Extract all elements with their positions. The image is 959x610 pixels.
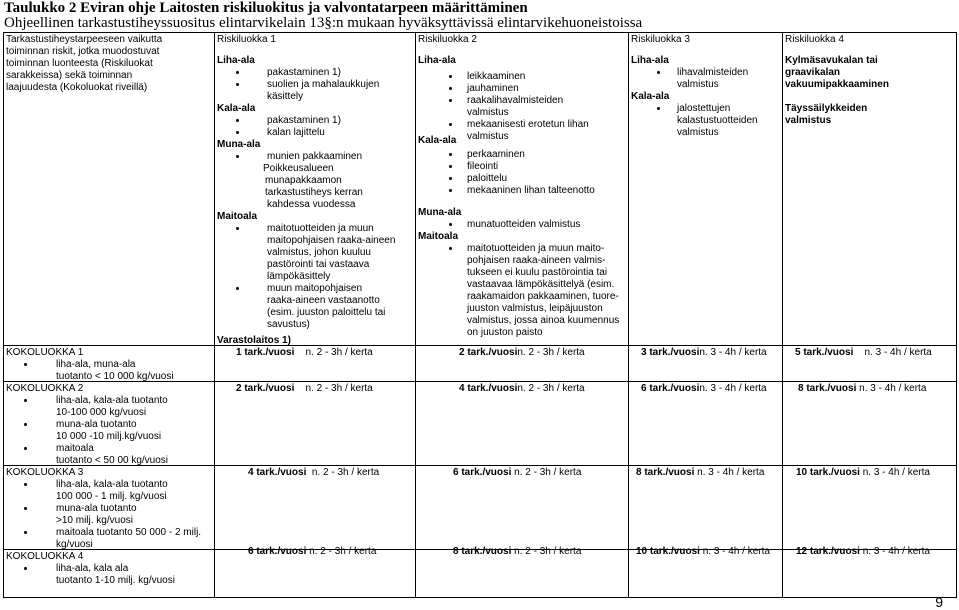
page-number: 9 <box>935 594 943 610</box>
rk2-maito-item: juuston valmistus, leipäjuuston <box>467 303 603 314</box>
rk1-maito-item: pastörointi tai vastaava <box>267 259 370 270</box>
bullet-icon <box>449 223 452 226</box>
bullet-icon <box>24 363 27 366</box>
rate-frequency: 8 tark./vuosi <box>636 467 695 478</box>
bullet-icon <box>24 483 27 486</box>
rate-frequency: 2 tark./vuosi <box>459 347 518 358</box>
kokoluokka-line: liha-ala, kala-ala tuotanto <box>56 395 168 406</box>
rate-duration: n. 2 - 3h / kerta <box>517 383 585 394</box>
rk2-liha-item: jauhaminen <box>467 83 519 94</box>
rk2-maito-heading: Maitoala <box>418 231 459 242</box>
kokoluokka-2-title: KOKOLUOKKA 2 <box>6 383 84 394</box>
bullet-icon <box>24 423 27 426</box>
rate-duration: n. 2 - 3h / kerta <box>311 467 380 478</box>
rate-frequency: 6 tark./vuosi <box>453 467 512 478</box>
rate-cell <box>641 383 767 395</box>
kokoluokka-line: tuotanto 1-10 milj. kg/vuosi <box>56 575 175 586</box>
rate-frequency: 1 tark./vuosi <box>236 347 295 358</box>
rk1-maito-item: valmistus, johon kuuluu <box>267 247 371 258</box>
bullet-icon <box>236 155 239 158</box>
bullet-icon <box>449 165 452 168</box>
rate-frequency: 4 tark./vuosi <box>459 383 518 394</box>
rk1-muna-item: munapakkaamon <box>265 175 342 186</box>
rk2-muna-item: munatuotteiden valmistus <box>467 219 581 230</box>
rate-frequency: 6 tark./vuosi <box>248 546 307 557</box>
rk2-liha-item: mekaanisesti erotetun lihan <box>467 119 589 130</box>
rk2-liha-item: valmistus <box>467 107 509 118</box>
rk2-kala-heading: Kala-ala <box>418 135 457 146</box>
kokoluokka-line: maitoala tuotanto 50 000 - 2 milj. <box>56 527 202 538</box>
table-rule <box>3 381 957 382</box>
corner-line: laajuudesta (Kokoluokat riveillä) <box>6 82 148 93</box>
bullet-icon <box>24 507 27 510</box>
rk2-maito-item: valmistus, jossa ainoa kuumennus <box>467 315 620 326</box>
rate-duration: n. 3 - 4h / kerta <box>699 383 767 394</box>
rk1-kala-item: kalan lajittelu <box>267 127 325 138</box>
rate-duration: n. 2 - 3h / kerta <box>305 383 373 394</box>
rk1-kala-heading: Kala-ala <box>217 103 256 114</box>
rk1-maito-heading: Maitoala <box>217 211 258 222</box>
table-rule <box>214 33 215 597</box>
kokoluokka-1-title: KOKOLUOKKA 1 <box>6 347 84 358</box>
table-rule <box>3 33 4 597</box>
rk2-liha-item: valmistus <box>467 131 509 142</box>
rk3-kala-item: kalastustuotteiden <box>677 115 758 126</box>
table-rule <box>415 33 416 597</box>
rate-duration: n. 3 - 4h / kerta <box>702 546 770 557</box>
bullet-icon <box>236 131 239 134</box>
bullet-icon <box>24 447 27 450</box>
bullet-icon <box>449 87 452 90</box>
rk3-liha-item: lihavalmisteiden <box>677 67 749 78</box>
corner-description <box>6 34 211 94</box>
risk-table <box>3 32 957 598</box>
rate-duration: n. 3 - 4h / kerta <box>859 383 927 394</box>
rate-cell <box>636 467 764 479</box>
bullet-icon <box>449 99 452 102</box>
bullet-icon <box>236 287 239 290</box>
rk4-line: vakuumipakkaaminen <box>785 79 889 90</box>
header-riskiluokka-3: Riskiluokka 3 <box>631 34 690 45</box>
rk2-maito-item: tukseen ei kuulu pastörointia tai <box>467 267 608 278</box>
rate-cell <box>236 347 373 359</box>
rk4-line: graavikalan <box>785 67 841 78</box>
rk1-maito-item: raaka-aineen vastaanotto <box>267 295 380 306</box>
kokoluokka-line: >10 milj. kg/vuosi <box>56 515 133 526</box>
rk2-maito-item: on juuston paisto <box>467 327 543 338</box>
rate-duration: n. 3 - 4h / kerta <box>862 467 930 478</box>
bullet-icon <box>236 83 239 86</box>
corner-line: toiminnan riskit, jotka muodostuvat <box>6 46 160 57</box>
rate-frequency: 10 tark./vuosi <box>796 467 860 478</box>
kokoluokka-line: muna-ala tuotanto <box>56 419 137 430</box>
rk1-liha-item: pakastaminen 1) <box>267 67 341 78</box>
rk2-kala-item: perkaaminen <box>467 149 525 160</box>
rate-frequency: 10 tark./vuosi <box>636 546 700 557</box>
rk2-maito-item: raakamaidon pakkaaminen, tuore- <box>467 291 619 302</box>
rate-cell <box>641 347 767 359</box>
bullet-icon <box>24 399 27 402</box>
kokoluokka-line: tuotanto < 50 00 kg/vuosi <box>56 455 169 466</box>
rate-cell <box>798 383 926 395</box>
rate-cell <box>248 467 379 479</box>
rate-frequency: 12 tark./vuosi <box>796 546 860 557</box>
rk2-maito-item: vastaavaa lämpökäsittelyä (esim. <box>467 279 615 290</box>
rk2-maito-item: maitotuotteiden ja muun maito- <box>467 243 605 254</box>
rk3-kala-item: jalostettujen <box>677 103 731 114</box>
bullet-icon <box>236 119 239 122</box>
rate-cell <box>636 546 770 558</box>
rate-duration: n. 2 - 3h / kerta <box>514 546 582 557</box>
table-rule <box>956 33 957 597</box>
rk1-liha-item: suolien ja mahalaukkujen <box>267 79 380 90</box>
rk2-muna-heading: Muna-ala <box>418 207 462 218</box>
rate-cell <box>459 347 585 359</box>
rk1-liha-heading: Liha-ala <box>217 55 255 66</box>
bullet-icon <box>236 71 239 74</box>
rate-cell <box>459 383 585 395</box>
rk1-kala-item: pakastaminen 1) <box>267 115 341 126</box>
rate-cell <box>453 467 581 479</box>
rk1-muna-item: Poikkeusalueen <box>263 163 334 174</box>
kokoluokka-line: 100 000 - 1 milj. kg/vuosi <box>56 491 167 502</box>
bullet-icon <box>657 71 660 74</box>
rk3-liha-heading: Liha-ala <box>631 55 669 66</box>
rate-cell <box>453 546 581 558</box>
bullet-icon <box>449 153 452 156</box>
rk3-liha-item: valmistus <box>677 79 719 90</box>
table-title: Taulukko 2 Eviran ohje Laitosten riskiluokitus ja valvontatarpeen määrittäminen <box>4 0 528 16</box>
rate-cell <box>236 383 373 395</box>
bullet-icon <box>449 123 452 126</box>
rate-cell <box>795 347 932 359</box>
rk2-kala-item: fileointi <box>467 161 499 172</box>
bullet-icon <box>24 567 27 570</box>
rate-frequency: 6 tark./vuosi <box>641 383 700 394</box>
table-rule <box>3 465 957 466</box>
rk2-maito-item: pohjaisen raaka-aineen valmis- <box>467 255 606 266</box>
bullet-icon <box>449 189 452 192</box>
rk2-kala-item: paloittelu <box>467 173 508 184</box>
rk4-line: Täyssäilykkeiden <box>785 103 868 114</box>
rk1-liha-item: käsittely <box>267 91 304 102</box>
rk2-liha-item: raakalihavalmisteiden <box>467 95 564 106</box>
table-subtitle: Ohjeellinen tarkastustiheyssuositus elintarvikelain 13§:n mukaan hyväksyttävissä elintarvikehuoneistoissa <box>4 15 643 31</box>
bullet-icon <box>24 531 27 534</box>
rate-duration: n. 2 - 3h / kerta <box>309 546 377 557</box>
rate-cell <box>796 467 930 479</box>
bullet-icon <box>449 247 452 250</box>
kokoluokka-3-title: KOKOLUOKKA 3 <box>6 467 84 478</box>
table-rule <box>628 33 629 597</box>
rk1-muna-item: tarkastustiheys kerran <box>265 187 363 198</box>
header-riskiluokka-1: Riskiluokka 1 <box>217 34 276 45</box>
kokoluokka-4-title: KOKOLUOKKA 4 <box>6 551 84 562</box>
rate-frequency: 3 tark./vuosi <box>641 347 700 358</box>
header-riskiluokka-2: Riskiluokka 2 <box>418 34 477 45</box>
rk1-maito-item: maitopohjaisen raaka-aineen <box>267 235 396 246</box>
table-rule <box>782 33 783 597</box>
bullet-icon <box>449 177 452 180</box>
kokoluokka-line: liha-ala, kala ala <box>56 563 129 574</box>
rk1-maito-item: muun maitopohjaisen <box>267 283 363 294</box>
kokoluokka-line: liha-ala, kala-ala tuotanto <box>56 479 168 490</box>
rate-frequency: 2 tark./vuosi <box>236 383 295 394</box>
table-rule <box>3 345 957 346</box>
bullet-icon <box>657 107 660 110</box>
rk1-maito-item: lämpökäsittely <box>267 271 331 282</box>
rate-frequency: 4 tark./vuosi <box>248 467 307 478</box>
rate-cell <box>796 546 930 558</box>
rk2-kala-item: mekaaninen lihan talteenotto <box>467 185 595 196</box>
kokoluokka-line: 10-100 000 kg/vuosi <box>56 407 147 418</box>
rate-frequency: 8 tark./vuosi <box>453 546 512 557</box>
rk1-maito-item: (esim. juuston paloittelu tai <box>267 307 386 318</box>
corner-line: toiminnan luonteesta (Riskiluokat <box>6 58 153 69</box>
kokoluokka-line: kg/vuosi <box>56 539 93 550</box>
rk1-maito-item: maitotuotteiden ja muun <box>267 223 374 234</box>
rate-duration: n. 2 - 3h / kerta <box>305 347 373 358</box>
rate-duration: n. 3 - 4h / kerta <box>697 467 765 478</box>
corner-line: sarakkeissa) sekä toiminnan <box>6 70 133 81</box>
corner-line: Tarkastustiheystarpeeseen vaikutta <box>6 34 163 45</box>
kokoluokka-line: 10 000 -10 milj.kg/vuosi <box>56 431 162 442</box>
rate-duration: n. 3 - 4h / kerta <box>864 347 932 358</box>
rk1-muna-item: kahdessa vuodessa <box>267 199 356 210</box>
rate-frequency: 5 tark./vuosi <box>795 347 854 358</box>
rate-duration: n. 3 - 4h / kerta <box>699 347 767 358</box>
rk3-kala-heading: Kala-ala <box>631 91 670 102</box>
kokoluokka-line: muna-ala tuotanto <box>56 503 137 514</box>
bullet-icon <box>449 75 452 78</box>
rk3-kala-item: valmistus <box>677 127 719 138</box>
kokoluokka-line: liha-ala, muna-ala <box>56 359 136 370</box>
rk1-varasto: Varastolaitos 1) <box>217 335 291 346</box>
kokoluokka-line: tuotanto < 10 000 kg/vuosi <box>56 371 174 382</box>
rate-duration: n. 2 - 3h / kerta <box>517 347 585 358</box>
rate-duration: n. 2 - 3h / kerta <box>514 467 582 478</box>
rk4-line: valmistus <box>785 115 832 126</box>
kokoluokka-line: maitoala <box>56 443 94 454</box>
rk2-liha-item: leikkaaminen <box>467 71 526 82</box>
rk1-maito-item: savustus) <box>267 319 310 330</box>
rk1-muna-item: munien pakkaaminen <box>267 151 363 162</box>
rk1-muna-heading: Muna-ala <box>217 139 261 150</box>
rk2-liha-heading: Liha-ala <box>418 55 456 66</box>
rate-frequency: 8 tark./vuosi <box>798 383 857 394</box>
rk4-line: Kylmäsavukalan tai <box>785 55 878 66</box>
rate-duration: n. 3 - 4h / kerta <box>862 546 930 557</box>
rate-cell <box>248 546 376 558</box>
header-riskiluokka-4: Riskiluokka 4 <box>785 34 844 45</box>
bullet-icon <box>236 227 239 230</box>
